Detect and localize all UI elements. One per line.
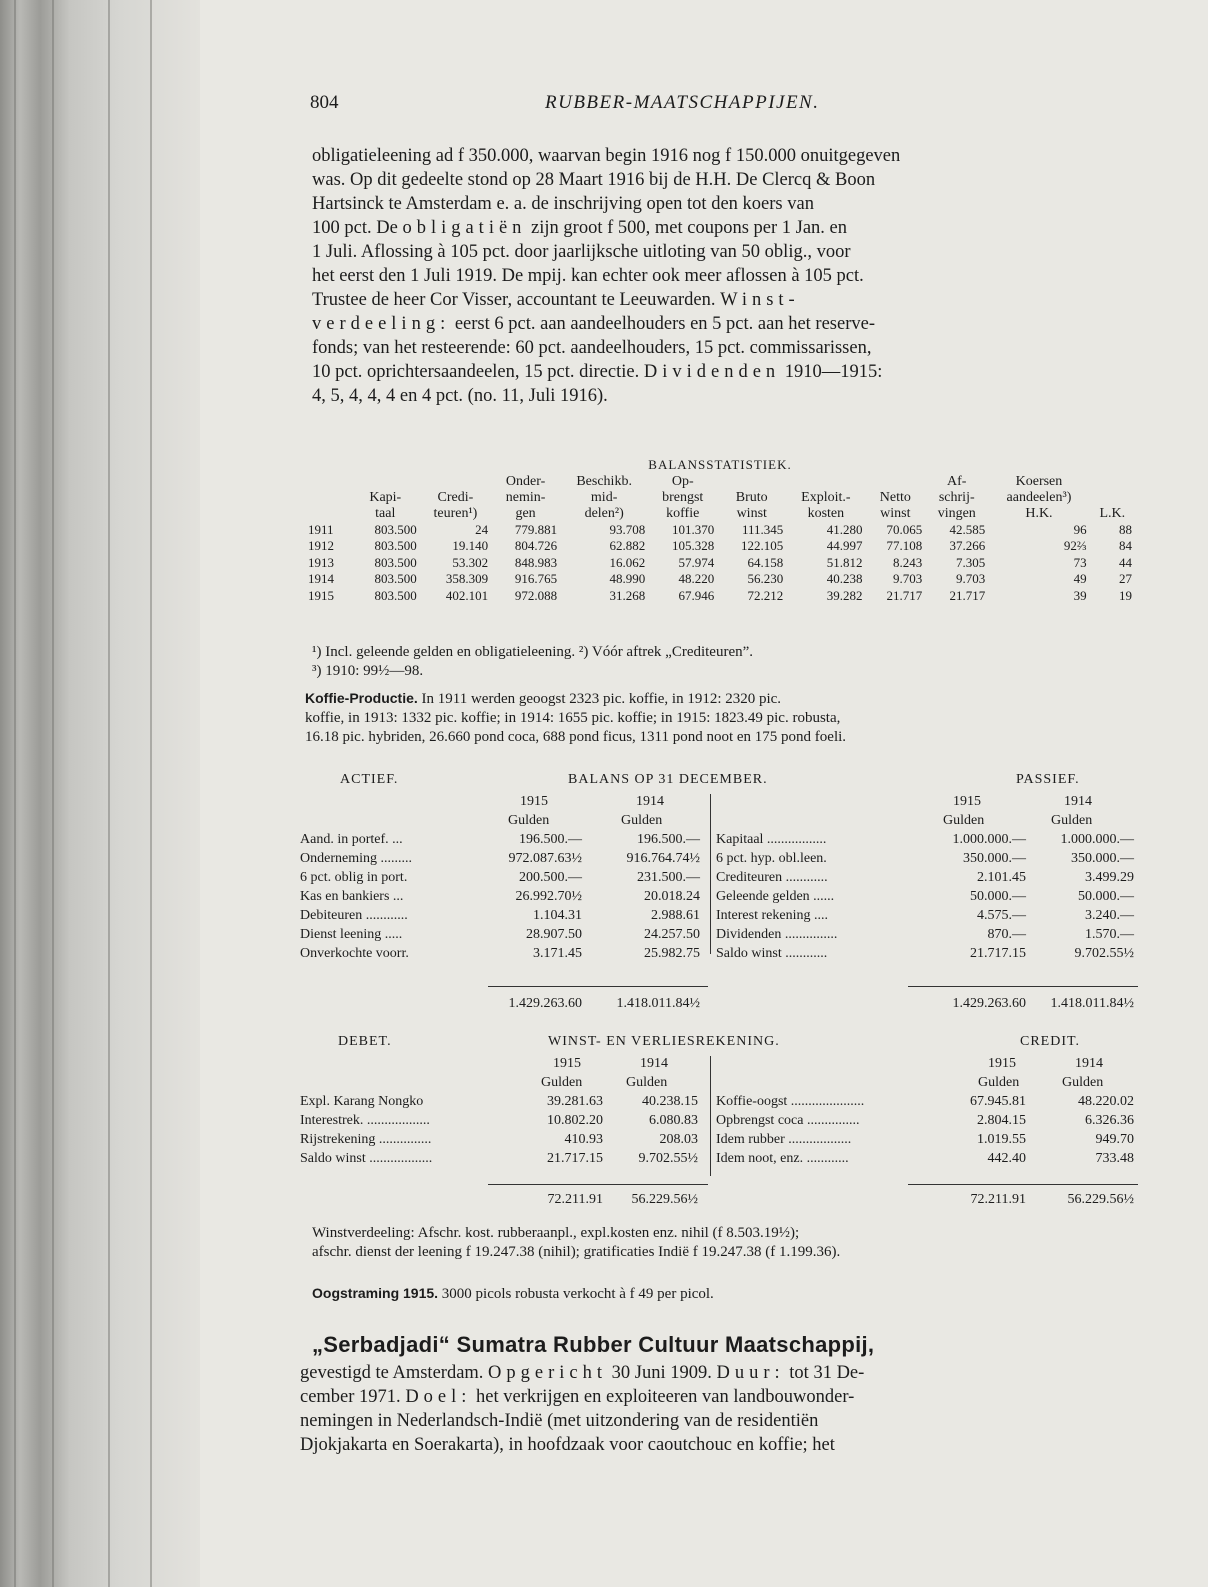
value-cell: 803.500	[374, 538, 417, 554]
year-label: 1914	[1075, 1056, 1103, 1071]
ledger-row	[298, 1092, 1138, 1111]
text-line: 4, 5, 4, 4, 4 en 4 pct. (no. 11, Juli 1916).	[312, 386, 608, 406]
ledger-value: 733.48	[1095, 1151, 1134, 1166]
spine-edge	[14, 0, 16, 1587]
unit-label: Gulden	[943, 813, 985, 828]
oogstraming-label: Oogstraming 1915.	[312, 1285, 439, 1301]
column-header	[305, 474, 351, 490]
value-cell: 88	[1119, 522, 1132, 537]
column-header: gen	[515, 506, 536, 521]
total-value: 1.429.263.60	[952, 996, 1026, 1011]
ledger-value: 3.171.45	[533, 946, 582, 961]
value-cell: 803.500	[374, 571, 417, 587]
column-header: taal	[375, 506, 396, 521]
total-value: 1.429.263.60	[508, 996, 582, 1011]
total-rule	[908, 986, 1138, 987]
ledger-value: 196.500.—	[637, 832, 700, 847]
ledger-label: Interest rekening ....	[716, 908, 828, 923]
ledger-row	[298, 830, 1138, 849]
ledger-value: 350.000.—	[963, 851, 1026, 866]
year-label: 1914	[640, 1056, 668, 1071]
ledger-label: 6 pct. oblig in port.	[300, 870, 408, 885]
column-header: Exploit.-	[801, 490, 851, 505]
table-row	[305, 538, 1135, 554]
oogstraming: Oogstraming 1915. 3000 picols robusta verkocht à f 49 per picol.	[312, 1285, 714, 1302]
year-cell: 1912	[308, 538, 334, 554]
value-cell: 56.230	[747, 571, 784, 587]
ledger-value: 21.717.15	[970, 946, 1026, 961]
value-cell: 916.765	[514, 571, 558, 587]
ledger-value: 3.499.29	[1085, 870, 1134, 885]
column-header: vingen	[937, 506, 976, 521]
value-cell: 49	[1073, 571, 1087, 587]
value-cell: 42.585	[949, 522, 986, 537]
column-header: winst	[880, 506, 911, 521]
ledger-value: 25.982.75	[644, 946, 700, 961]
year-cell: 1911	[308, 522, 334, 537]
year-cell: 1914	[308, 571, 334, 587]
ledger-value: 24.257.50	[644, 927, 700, 942]
company-title: „Serbadjadi“ Sumatra Rubber Cultuur Maatschappij,	[312, 1332, 875, 1357]
text-line: 16.18 pic. hybriden, 26.660 pond coca, 688 pond ficus, 1311 pond noot en 175 pond foeli.	[305, 729, 847, 745]
book-spine	[0, 0, 200, 1587]
value-cell: 24	[475, 522, 489, 537]
ledger-label: Saldo winst ..................	[300, 1151, 433, 1166]
total-value: 1.418.011.84½	[1050, 996, 1134, 1011]
column-header	[865, 474, 925, 490]
ledger-value: 67.945.81	[970, 1094, 1026, 1109]
ledger-label: Dienst leening .....	[300, 927, 403, 942]
column-header	[786, 474, 865, 490]
ledger-label: Crediteuren ............	[716, 870, 828, 885]
text-line: koffie, in 1913: 1332 pic. koffie; in 1914: 1655 pic. koffie; in 1915: 1823.49 pic. robusta,	[305, 710, 841, 726]
ledger-row	[298, 1149, 1138, 1168]
ledger-value: 1.570.—	[1085, 927, 1134, 942]
value-cell: 972.088	[514, 587, 558, 603]
column-header: Kapi-	[369, 490, 402, 505]
column-header: delen²)	[584, 506, 624, 521]
ledger-value: 21.717.15	[547, 1151, 603, 1166]
total-rule	[488, 986, 708, 987]
value-cell: 8.243	[892, 554, 923, 570]
ledger-row	[298, 944, 1138, 963]
column-header: mid-	[590, 490, 618, 505]
value-cell: 39	[1073, 587, 1087, 603]
value-cell: 72.212	[747, 587, 784, 603]
value-cell: 19	[1119, 587, 1132, 603]
ledger-value: 50.000.—	[970, 889, 1026, 904]
unit-label: Gulden	[621, 813, 663, 828]
ledger-value: 1.000.000.—	[952, 832, 1026, 847]
actief-heading: ACTIEF.	[340, 772, 399, 787]
ledger-value: 350.000.—	[1071, 851, 1134, 866]
column-header: Koersen	[1015, 474, 1063, 489]
value-cell: 9.703	[956, 571, 986, 587]
balansstatistiek-title: BALANSSTATISTIEK.	[648, 457, 792, 472]
value-cell: 39.282	[826, 587, 863, 603]
ledger-value: 9.702.55½	[638, 1151, 698, 1166]
column-header: Netto	[879, 490, 911, 505]
text-line: verdeeling: eerst 6 pct. aan aandeelhouders en 5 pct. aan het reserve-	[312, 314, 875, 334]
text-line: Djokjakarta en Soerakarta), in hoofdzaak voor caoutchouc en koffie; het	[300, 1435, 835, 1455]
column-header	[1090, 490, 1135, 506]
value-cell: 84	[1119, 538, 1132, 554]
ledger-value: 4.575.—	[977, 908, 1026, 923]
column-divider	[710, 1056, 711, 1176]
ledger-value: 40.238.15	[642, 1094, 698, 1109]
ledger-label: Idem rubber ..................	[716, 1132, 852, 1147]
company-paragraph	[300, 1361, 1132, 1457]
winst-verlies-ledger	[298, 1034, 1138, 1214]
ledger-value: 972.087.63½	[508, 851, 582, 866]
year-label: 1915	[988, 1056, 1016, 1071]
value-cell: 92⅔	[1063, 538, 1087, 554]
value-cell: 77.108	[886, 538, 923, 554]
balans-title: BALANS OP 31 DECEMBER.	[568, 772, 768, 787]
unit-label: Gulden	[626, 1075, 668, 1090]
value-cell: 803.500	[374, 587, 417, 603]
year-label: 1914	[636, 794, 664, 809]
ledger-label: 6 pct. hyp. obl.leen.	[716, 851, 827, 866]
value-cell: 62.882	[609, 538, 646, 554]
value-cell: 53.302	[452, 554, 489, 570]
ledger-value: 916.764.74½	[626, 851, 700, 866]
value-cell: 51.812	[826, 554, 863, 570]
text-line: 1 Juli. Aflossing à 105 pct. door jaarlijksche uitloting van 50 oblig., voor	[312, 242, 851, 262]
value-cell: 9.703	[892, 571, 923, 587]
credit-heading: CREDIT.	[1020, 1034, 1081, 1049]
table-row	[305, 522, 1135, 538]
ledger-label: Expl. Karang Nongko	[300, 1094, 424, 1109]
total-rule	[488, 1184, 708, 1185]
text-line: Hartsinck te Amsterdam e. a. de inschrijving open tot den koers van	[312, 194, 814, 214]
footnote-3: ³) 1910: 99½—98.	[312, 663, 424, 679]
column-header: schrij-	[938, 490, 975, 505]
value-cell: 848.983	[514, 554, 558, 570]
total-value: 1.418.011.84½	[616, 996, 700, 1011]
column-header	[717, 474, 786, 490]
value-cell: 31.268	[609, 587, 646, 603]
value-cell: 7.305	[956, 554, 986, 570]
table-row	[305, 571, 1135, 587]
ledger-value: 442.40	[987, 1151, 1026, 1166]
ledger-value: 50.000.—	[1078, 889, 1134, 904]
intro-paragraph	[312, 144, 1132, 408]
year-cell: 1913	[308, 554, 334, 570]
value-cell: 101.370	[671, 522, 715, 537]
debet-heading: DEBET.	[338, 1034, 392, 1049]
ledger-value: 6.326.36	[1085, 1113, 1134, 1128]
running-title: RUBBER-MAATSCHAPPIJEN.	[545, 92, 820, 113]
column-divider	[710, 794, 711, 954]
year-cell: 1915	[308, 587, 334, 603]
ledger-label: Opbrengst coca ...............	[716, 1113, 860, 1128]
ledger-label: Rijstrekening ...............	[300, 1132, 432, 1147]
text-line: het eerst den 1 Juli 1919. De mpij. kan echter ook meer aflossen à 105 pct.	[312, 266, 864, 286]
total-rule	[908, 1184, 1138, 1185]
ledger-row	[298, 1130, 1138, 1149]
page-header	[310, 92, 1130, 122]
column-header	[305, 506, 351, 522]
column-header: Af-	[947, 474, 967, 489]
ledger-value: 6.080.83	[649, 1113, 698, 1128]
total-value: 56.229.56½	[631, 1192, 698, 1207]
value-cell: 402.101	[445, 587, 489, 603]
value-cell: 41.280	[826, 522, 863, 537]
value-cell: 105.328	[671, 538, 715, 554]
year-label: 1915	[553, 1056, 581, 1071]
ledger-label: Geleende gelden ......	[716, 889, 835, 904]
text-line: was. Op dit gedeelte stond op 28 Maart 1916 bij de H.H. De Clercq & Boon	[312, 170, 876, 190]
value-cell: 779.881	[514, 522, 558, 537]
ledger-value: 1.104.31	[533, 908, 582, 923]
value-cell: 48.990	[609, 571, 646, 587]
ledger-value: 1.000.000.—	[1060, 832, 1134, 847]
column-header: Beschikb.	[576, 474, 632, 489]
column-header: Bruto	[735, 490, 768, 505]
column-header: brengst	[662, 490, 704, 505]
ledger-row	[298, 925, 1138, 944]
table-row	[305, 588, 1135, 604]
value-cell: 70.065	[886, 522, 923, 537]
year-label: 1915	[953, 794, 981, 809]
column-header: L.K.	[1099, 506, 1126, 521]
spine-edge	[52, 0, 54, 1587]
ledger-value: 2.101.45	[977, 870, 1026, 885]
column-header: kosten	[807, 506, 845, 521]
ledger-value: 48.220.02	[1078, 1094, 1134, 1109]
total-value: 72.211.91	[970, 1192, 1026, 1207]
value-cell: 804.726	[514, 538, 558, 554]
column-header: teuren¹)	[433, 506, 478, 521]
koffie-productie: Koffie-Productie. In 1911 werden geoogst 2323 pic. koffie, in 1912: 2320 pic. koffie, in 1913: 1332 pic. koffie; in 1914: 1655 pic. koffie; in 1915: 1823.49 pic. robusta, 16.18 pic. hybriden, 26.660 pond coca, 688 pond ficus, 1311 pond noot en 175 pond foeli.	[305, 689, 1135, 747]
ledger-value: 200.500.—	[519, 870, 582, 885]
ledger-value: 1.019.55	[977, 1132, 1026, 1147]
spine-edge	[150, 0, 152, 1587]
ledger-value: 2.988.61	[651, 908, 700, 923]
value-cell: 48.220	[678, 571, 715, 587]
ledger-value: 28.907.50	[526, 927, 582, 942]
text-line: fonds; van het resteerende: 60 pct. aandeelhouders, 15 pct. commissarissen,	[312, 338, 872, 358]
text-line: 10 pct. oprichtersaandeelen, 15 pct. directie. Dividenden 1910—1915:	[312, 362, 883, 382]
ledger-row	[298, 1111, 1138, 1130]
winstverdeeling	[312, 1224, 1132, 1262]
value-cell: 358.309	[445, 571, 489, 587]
text-line: cember 1971. Doel: het verkrijgen en exploiteeren van landbouwonder-	[300, 1387, 855, 1407]
text-line: 100 pct. De obligatiën zijn groot f 500, met coupons per 1 Jan. en	[312, 218, 848, 238]
spine-edge	[108, 0, 110, 1587]
ledger-row	[298, 887, 1138, 906]
total-value: 72.211.91	[547, 1192, 603, 1207]
value-cell: 21.717	[886, 587, 923, 603]
footnotes	[312, 643, 1132, 681]
value-cell: 93.708	[609, 522, 646, 537]
ledger-label: Dividenden ...............	[716, 927, 838, 942]
ledger-value: 39.281.63	[547, 1094, 603, 1109]
text-line: nemingen in Nederlandsch-Indië (met uitzondering van de residentiën	[300, 1411, 819, 1431]
year-label: 1915	[520, 794, 548, 809]
ledger-value: 2.804.15	[977, 1113, 1026, 1128]
year-label: 1914	[1064, 794, 1092, 809]
passief-heading: PASSIEF.	[1016, 772, 1080, 787]
ledger-label: Idem noot, enz. ............	[716, 1151, 849, 1166]
ledger-value: 10.802.20	[547, 1113, 603, 1128]
value-cell: 27	[1119, 571, 1132, 587]
ledger-value: 20.018.24	[644, 889, 700, 904]
unit-label: Gulden	[541, 1075, 583, 1090]
column-header	[1090, 474, 1135, 490]
unit-label: Gulden	[508, 813, 550, 828]
value-cell: 40.238	[826, 571, 863, 587]
ledger-label: Debiteuren ............	[300, 908, 408, 923]
winst-title: WINST- EN VERLIESREKENING.	[548, 1034, 780, 1049]
value-cell: 37.266	[949, 538, 986, 554]
page-number: 804	[310, 92, 339, 113]
balans-ledger	[298, 772, 1138, 1012]
ledger-value: 208.03	[659, 1132, 698, 1147]
koffie-label: Koffie-Productie.	[305, 690, 418, 706]
value-cell: 57.974	[678, 554, 715, 570]
ledger-label: Kapitaal .................	[716, 832, 827, 847]
ledger-label: Koffie-oogst .....................	[716, 1094, 865, 1109]
ledger-label: Aand. in portef. ...	[300, 832, 403, 847]
column-header: Op-	[671, 474, 694, 489]
ledger-label: Saldo winst ............	[716, 946, 828, 961]
value-cell: 16.062	[609, 554, 646, 570]
ledger-label: Onverkochte voorr.	[300, 946, 409, 961]
column-header: aandeelen³)	[1006, 490, 1072, 505]
footnote-1: ¹) Incl. geleende gelden en obligatieleening. ²) Vóór aftrek „Crediteuren”.	[312, 644, 754, 660]
value-cell: 803.500	[374, 554, 417, 570]
ledger-value: 26.992.70½	[515, 889, 582, 904]
column-header	[420, 474, 491, 490]
column-header	[351, 474, 420, 490]
value-cell: 67.946	[678, 587, 715, 603]
value-cell: 122.105	[741, 538, 784, 554]
ledger-label: Kas en bankiers ...	[300, 889, 404, 904]
text-line: afschr. dienst der leening f 19.247.38 (nihil); gratificaties Indië f 19.247.38 (f 1.199.36).	[312, 1244, 841, 1260]
ledger-row	[298, 868, 1138, 887]
value-cell: 19.140	[452, 538, 489, 554]
ledger-row	[298, 906, 1138, 925]
unit-label: Gulden	[1051, 813, 1093, 828]
value-cell: 64.158	[747, 554, 784, 570]
value-cell: 803.500	[374, 522, 417, 537]
column-header: koffie	[666, 506, 700, 521]
value-cell: 73	[1073, 554, 1087, 570]
unit-label: Gulden	[1062, 1075, 1104, 1090]
ledger-value: 231.500.—	[637, 870, 700, 885]
column-header: nemin-	[505, 490, 546, 505]
ledger-label: Onderneming .........	[300, 851, 412, 866]
value-cell: 21.717	[949, 587, 986, 603]
text-line: Trustee de heer Cor Visser, accountant te Leeuwarden. Winst-	[312, 290, 800, 310]
text-line: Winstverdeeling: Afschr. kost. rubberaanpl., expl.kosten enz. nihil (f 8.503.19½);	[312, 1225, 800, 1241]
text-line: gevestigd te Amsterdam. Opgericht 30 Juni 1909. Duur: tot 31 De-	[300, 1363, 865, 1383]
column-header: winst	[736, 506, 767, 521]
text-line: obligatieleening ad f 350.000, waarvan begin 1916 nog f 150.000 onuitgegeven	[312, 146, 901, 166]
ledger-value: 410.93	[564, 1132, 603, 1147]
ledger-label: Interestrek. ..................	[300, 1113, 430, 1128]
balansstatistiek-table	[305, 474, 1135, 604]
ledger-value: 870.—	[987, 927, 1026, 942]
ledger-value: 3.240.—	[1085, 908, 1134, 923]
total-value: 56.229.56½	[1067, 1192, 1134, 1207]
value-cell: 96	[1073, 522, 1087, 537]
ledger-value: 9.702.55½	[1074, 946, 1134, 961]
unit-label: Gulden	[978, 1075, 1020, 1090]
value-cell: 44	[1119, 554, 1132, 570]
value-cell: 44.997	[826, 538, 863, 554]
table-row	[305, 555, 1135, 571]
value-cell: 111.345	[741, 522, 784, 537]
column-header: Onder-	[505, 474, 546, 489]
ledger-value: 196.500.—	[519, 832, 582, 847]
ledger-row	[298, 849, 1138, 868]
ledger-value: 949.70	[1095, 1132, 1134, 1147]
column-header: Credi-	[437, 490, 474, 505]
column-header: H.K.	[1025, 506, 1053, 521]
column-header	[305, 490, 351, 506]
